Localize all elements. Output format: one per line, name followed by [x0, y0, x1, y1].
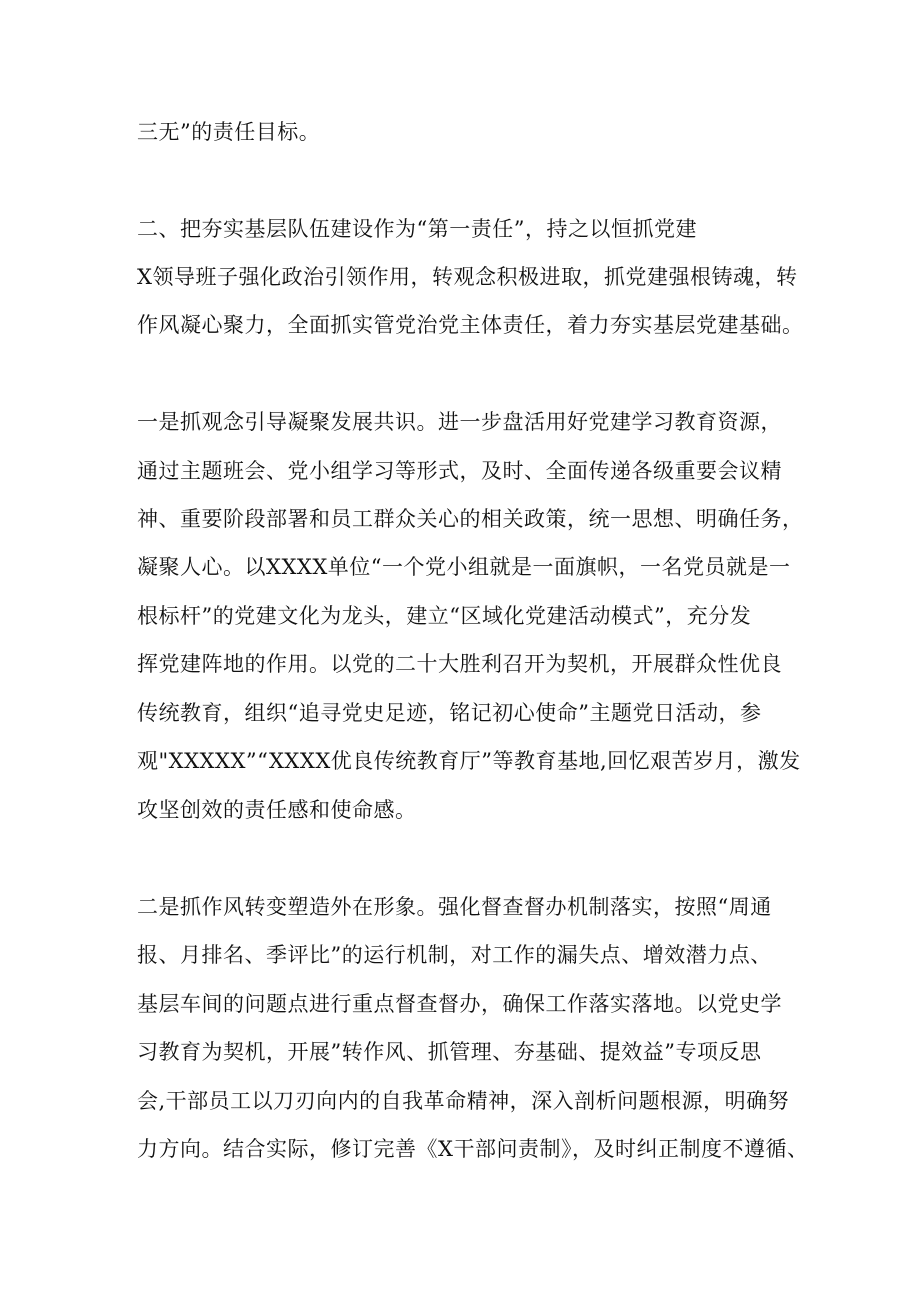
text-line: 挥党建阵地的作用。以党的二十大胜利召开为契机，开展群众性优良	[137, 652, 782, 676]
text-line: 习教育为契机，开展”转作风、抓管理、夯基础、提效益”专项反思	[137, 1040, 762, 1064]
text-line: 二是抓作风转变塑造外在形象。强化督查督办机制落实，按照“周通	[137, 895, 772, 919]
text-line: 作风凝心聚力，全面抓实管党治党主体责任，着力夯实基层党建基础。	[137, 313, 804, 337]
text-line: 通过主题班会、党小组学习等形式，及时、全面传递各级重要会议精	[137, 459, 782, 483]
text-line: 神、重要阶段部署和员工群众关心的相关政策，统一思想、明确任务，	[137, 507, 804, 531]
text-line: 根标杆”的党建文化为龙头，建立“区域化党建活动模式”，充分发	[137, 604, 752, 628]
text-line: 一是抓观念引导凝聚发展共识。进一步盘活用好党建学习教育资源，	[137, 410, 782, 434]
text-line: 三无”的责任目标。	[137, 120, 321, 144]
text-line: 传统教育，组织“追寻党史足迹，铭记初心使命”主题党日活动，参	[137, 701, 762, 725]
text-line: 观"XXXXX”“XXXX优良传统教育厅”等教育基地,回忆艰苦岁月，激发	[137, 749, 801, 773]
text-line: X领导班子强化政治引领作用，转观念积极进取，抓党建强根铸魂，转	[137, 265, 798, 289]
text-line: 基层车间的问题点进行重点督查督办，确保工作落实落地。以党史学	[137, 992, 782, 1016]
text-line: 会,干部员工以刀刃向内的自我革命精神，深入剖析问题根源，明确努	[137, 1089, 790, 1113]
text-line: 攻坚创效的责任感和使命感。	[137, 798, 417, 822]
text-line: 力方向。结合实际，修订完善《X干部问责制》，及时纠正制度不遵循、	[137, 1137, 809, 1161]
text-line: 报、月排名、季评比”的运行机制，对工作的漏失点、增效潜力点、	[137, 943, 772, 967]
text-line: 凝聚人心。以XXXX单位“一个党小组就是一面旗帜，一名党员就是一	[137, 555, 791, 579]
section-heading: 二、把夯实基层队伍建设作为“第一责任”，持之以恒抓党建	[137, 217, 697, 241]
